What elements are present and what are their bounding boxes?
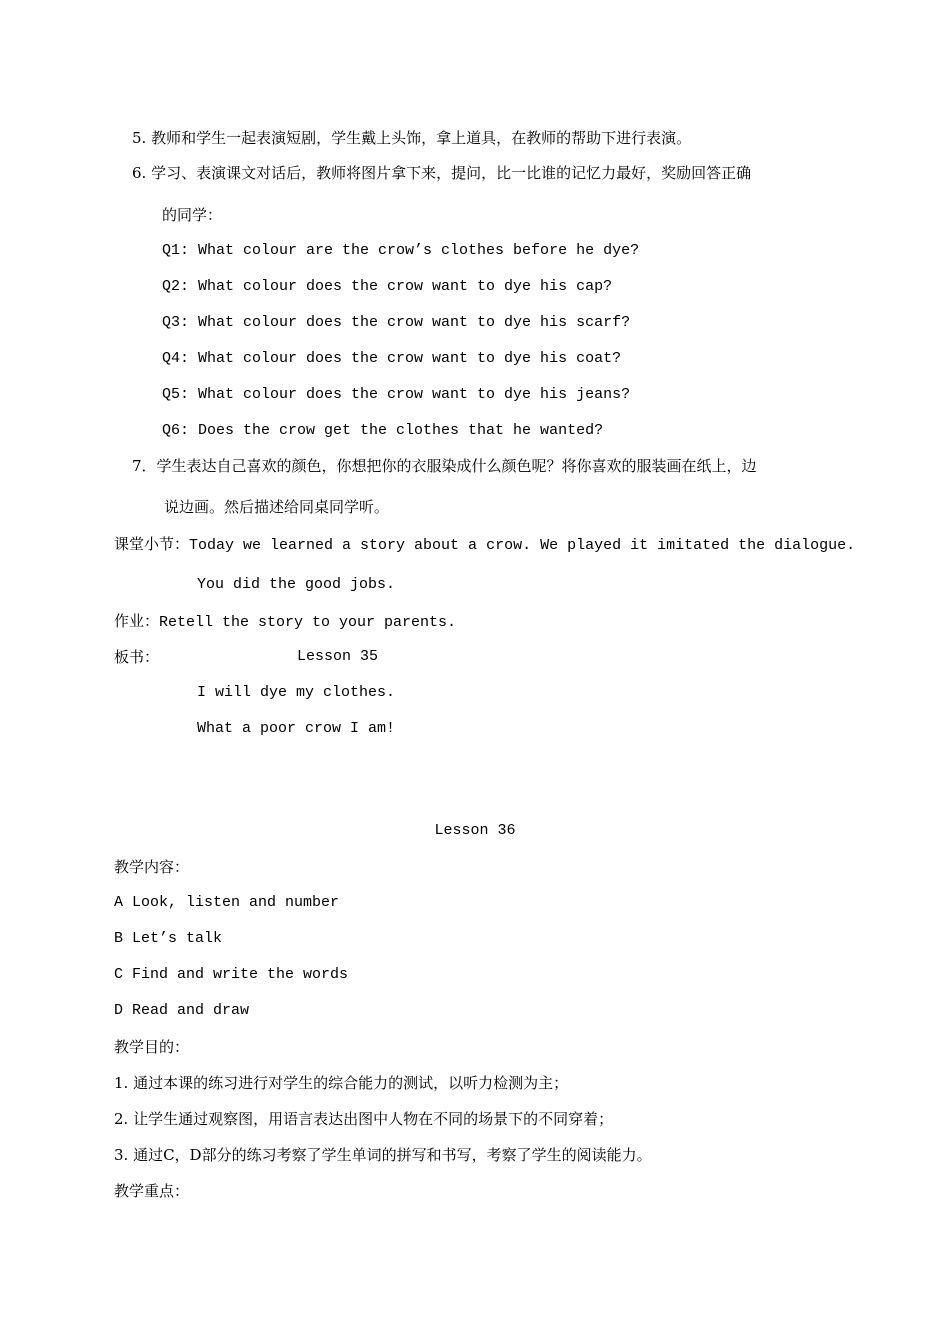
content-item-a: A Look, listen and number: [114, 894, 340, 911]
step-7-line-2: 说边画。然后描述给同桌同学听。: [164, 498, 390, 516]
homework: [114, 611, 456, 633]
question-2: Q2: What colour does the crow want to dye his cap?: [162, 278, 613, 295]
step-7-line-1: 7．学生表达自己喜欢的颜色，你想把你的衣服染成什么颜色呢？将你喜欢的服装画在纸上，边: [132, 457, 757, 475]
step-6-line-1: 6. 学习、表演课文对话后，教师将图片拿下来，提问，比一比谁的记忆力最好，奖励回答正确: [132, 164, 752, 182]
teaching-key-points-label: 教学重点：: [114, 1182, 190, 1200]
content-item-c: C Find and write the words: [114, 966, 349, 983]
goal-1: 1. 通过本课的练习进行对学生的综合能力的测试，以听力检测为主；: [114, 1074, 569, 1092]
class-summary-line-2: You did the good jobs.: [197, 576, 396, 593]
step-5: 5. 教师和学生一起表演短剧，学生戴上头饰，拿上道具，在教师的帮助下进行表演。: [132, 129, 692, 147]
board-line-1: I will dye my clothes.: [197, 684, 396, 701]
board-line-2: What a poor crow I am!: [197, 720, 396, 737]
class-summary-label: 课堂小节：: [114, 535, 190, 553]
step-6-line-2: 的同学：: [162, 206, 223, 224]
lesson-36-title: Lesson 36: [434, 822, 516, 839]
question-6: Q6: Does the crow get the clothes that he wanted?: [162, 422, 604, 439]
question-5: Q5: What colour does the crow want to dye his jeans?: [162, 386, 631, 403]
board-label: 板书：: [114, 648, 160, 666]
homework-label: 作业：: [114, 612, 160, 630]
class-summary: [114, 534, 855, 556]
question-1: Q1: What colour are the crow’s clothes before he dye?: [162, 242, 640, 259]
content-item-d: D Read and draw: [114, 1002, 250, 1019]
class-summary-text: Today we learned a story about a crow. We played it imitated the dialogue.: [189, 537, 856, 554]
teaching-goals-label: 教学目的：: [114, 1038, 190, 1056]
goal-3: 3. 通过C，D部分的练习考察了学生单词的拼写和书写，考察了学生的阅读能力。: [114, 1146, 652, 1164]
board-title: Lesson 35: [297, 648, 379, 665]
content-item-b: B Let’s talk: [114, 930, 223, 947]
teaching-content-label: 教学内容：: [114, 858, 190, 876]
question-4: Q4: What colour does the crow want to dye his coat?: [162, 350, 622, 367]
homework-text: Retell the story to your parents.: [159, 614, 457, 631]
question-3: Q3: What colour does the crow want to dye his scarf?: [162, 314, 631, 331]
goal-2: 2. 让学生通过观察图，用语言表达出图中人物在不同的场景下的不同穿着；: [114, 1110, 614, 1128]
